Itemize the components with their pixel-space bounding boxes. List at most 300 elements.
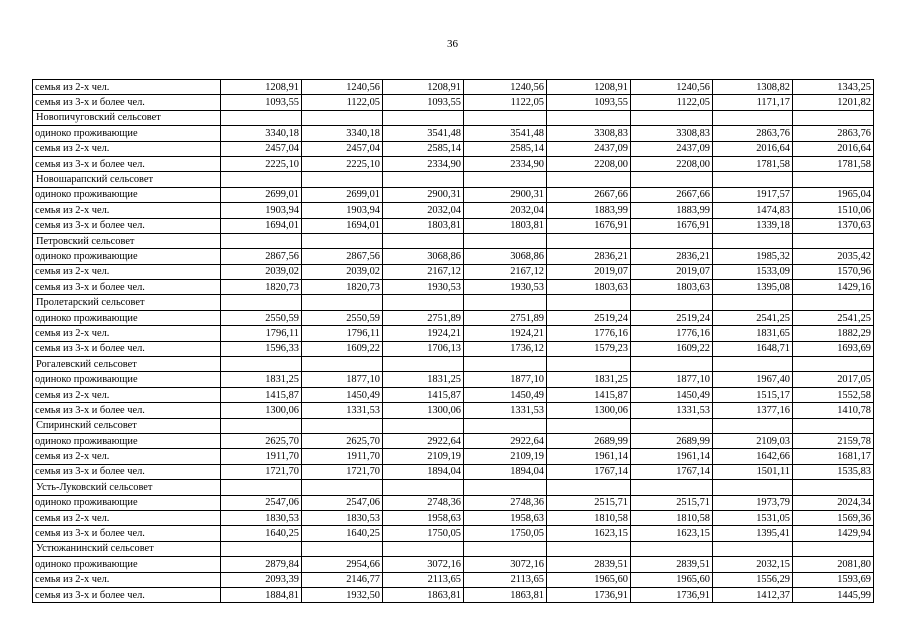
value-cell: 1642,66 [713, 449, 793, 464]
value-cell: 2900,31 [464, 187, 547, 202]
value-cell: 1803,81 [383, 218, 464, 233]
empty-cell [631, 233, 713, 248]
value-cell: 2109,19 [464, 449, 547, 464]
value-cell: 1721,70 [302, 464, 383, 479]
value-cell: 2547,06 [302, 495, 383, 510]
value-cell: 1924,21 [383, 326, 464, 341]
value-cell: 1796,11 [302, 326, 383, 341]
empty-cell [383, 480, 464, 495]
row-label: семья из 2-х чел. [33, 449, 221, 464]
value-cell: 2146,77 [302, 572, 383, 587]
section-header-row [33, 480, 874, 495]
empty-cell [221, 357, 302, 372]
value-cell: 1894,04 [383, 464, 464, 479]
value-cell: 2867,56 [302, 249, 383, 264]
value-cell: 1093,55 [221, 95, 302, 110]
value-cell: 2689,99 [631, 433, 713, 448]
empty-cell [383, 541, 464, 556]
value-cell: 1331,53 [302, 403, 383, 418]
value-cell: 3072,16 [464, 557, 547, 572]
table-row [33, 141, 874, 156]
empty-cell [793, 357, 874, 372]
section-title: Пролетарский сельсовет [33, 295, 221, 310]
value-cell: 1781,58 [713, 156, 793, 171]
value-cell: 1883,99 [547, 203, 631, 218]
value-cell: 1122,05 [464, 95, 547, 110]
value-cell: 1883,99 [631, 203, 713, 218]
table-row [33, 249, 874, 264]
value-cell: 2836,21 [547, 249, 631, 264]
value-cell: 1533,09 [713, 264, 793, 279]
empty-cell [383, 418, 464, 433]
value-cell: 1208,91 [547, 80, 631, 95]
empty-cell [713, 172, 793, 187]
value-cell: 1831,25 [383, 372, 464, 387]
empty-cell [547, 233, 631, 248]
value-cell: 1911,70 [221, 449, 302, 464]
empty-cell [713, 110, 793, 125]
section-title: Рогалевский сельсовет [33, 357, 221, 372]
value-cell: 2900,31 [383, 187, 464, 202]
empty-cell [221, 480, 302, 495]
value-cell: 2550,59 [302, 310, 383, 325]
row-label: семья из 2-х чел. [33, 326, 221, 341]
section-header-row [33, 233, 874, 248]
row-label: семья из 2-х чел. [33, 264, 221, 279]
table-row [33, 95, 874, 110]
table-row [33, 156, 874, 171]
value-cell: 1830,53 [302, 510, 383, 525]
empty-cell [631, 480, 713, 495]
value-cell: 1965,60 [631, 572, 713, 587]
value-cell: 2039,02 [302, 264, 383, 279]
value-cell: 1750,05 [383, 526, 464, 541]
empty-cell [302, 541, 383, 556]
value-cell: 2019,07 [631, 264, 713, 279]
empty-cell [631, 418, 713, 433]
value-cell: 2024,34 [793, 495, 874, 510]
empty-cell [547, 172, 631, 187]
value-cell: 1831,25 [547, 372, 631, 387]
value-cell: 1917,57 [713, 187, 793, 202]
value-cell: 2519,24 [547, 310, 631, 325]
value-cell: 3308,83 [547, 126, 631, 141]
table-row [33, 326, 874, 341]
empty-cell [464, 233, 547, 248]
empty-cell [221, 541, 302, 556]
value-cell: 1706,13 [383, 341, 464, 356]
empty-cell [631, 172, 713, 187]
value-cell: 1776,16 [631, 326, 713, 341]
table-row [33, 264, 874, 279]
value-cell: 2457,04 [221, 141, 302, 156]
value-cell: 1300,06 [383, 403, 464, 418]
empty-cell [383, 357, 464, 372]
value-cell: 2839,51 [631, 557, 713, 572]
row-label: семья из 2-х чел. [33, 80, 221, 95]
value-cell: 1093,55 [383, 95, 464, 110]
value-cell: 3340,18 [221, 126, 302, 141]
empty-cell [464, 541, 547, 556]
row-label: одиноко проживающие [33, 495, 221, 510]
section-header-row [33, 295, 874, 310]
table-row [33, 126, 874, 141]
table-row [33, 510, 874, 525]
value-cell: 1515,17 [713, 387, 793, 402]
value-cell: 1863,81 [464, 587, 547, 602]
value-cell: 2113,65 [464, 572, 547, 587]
value-cell: 1863,81 [383, 587, 464, 602]
empty-cell [547, 480, 631, 495]
value-cell: 2751,89 [464, 310, 547, 325]
value-cell: 1569,36 [793, 510, 874, 525]
value-cell: 3068,86 [383, 249, 464, 264]
value-cell: 1877,10 [464, 372, 547, 387]
value-cell: 2016,64 [793, 141, 874, 156]
value-cell: 1510,06 [793, 203, 874, 218]
row-label: семья из 3-х и более чел. [33, 587, 221, 602]
value-cell: 1593,69 [793, 572, 874, 587]
empty-cell [631, 110, 713, 125]
section-title: Новошарапский сельсовет [33, 172, 221, 187]
value-cell: 2167,12 [383, 264, 464, 279]
value-cell: 1648,71 [713, 341, 793, 356]
value-cell: 1552,58 [793, 387, 874, 402]
empty-cell [302, 418, 383, 433]
value-cell: 1609,22 [302, 341, 383, 356]
value-cell: 2699,01 [221, 187, 302, 202]
value-cell: 3068,86 [464, 249, 547, 264]
value-cell: 1331,53 [631, 403, 713, 418]
value-cell: 1429,94 [793, 526, 874, 541]
value-cell: 1556,29 [713, 572, 793, 587]
value-cell: 1781,58 [793, 156, 874, 171]
value-cell: 2032,04 [383, 203, 464, 218]
row-label: одиноко проживающие [33, 557, 221, 572]
value-cell: 1240,56 [464, 80, 547, 95]
empty-cell [547, 418, 631, 433]
value-cell: 2437,09 [631, 141, 713, 156]
empty-cell [547, 541, 631, 556]
value-cell: 1820,73 [302, 280, 383, 295]
value-cell: 1767,14 [631, 464, 713, 479]
empty-cell [383, 172, 464, 187]
value-cell: 1810,58 [631, 510, 713, 525]
section-title: Новопичуговский сельсовет [33, 110, 221, 125]
section-header-row [33, 418, 874, 433]
value-cell: 2625,70 [221, 433, 302, 448]
value-cell: 2515,71 [631, 495, 713, 510]
value-cell: 2225,10 [221, 156, 302, 171]
value-cell: 1884,81 [221, 587, 302, 602]
value-cell: 1961,14 [547, 449, 631, 464]
value-cell: 1609,22 [631, 341, 713, 356]
value-cell: 2016,64 [713, 141, 793, 156]
row-label: семья из 3-х и более чел. [33, 526, 221, 541]
table-row [33, 572, 874, 587]
row-label: семья из 3-х и более чел. [33, 156, 221, 171]
table-row [33, 464, 874, 479]
table-row [33, 557, 874, 572]
empty-cell [713, 233, 793, 248]
value-cell: 2039,02 [221, 264, 302, 279]
empty-cell [383, 233, 464, 248]
value-cell: 1767,14 [547, 464, 631, 479]
value-cell: 2867,56 [221, 249, 302, 264]
empty-cell [302, 357, 383, 372]
value-cell: 1681,17 [793, 449, 874, 464]
empty-cell [547, 357, 631, 372]
empty-cell [631, 357, 713, 372]
value-cell: 1395,41 [713, 526, 793, 541]
row-label: одиноко проживающие [33, 126, 221, 141]
empty-cell [302, 295, 383, 310]
empty-cell [221, 233, 302, 248]
empty-cell [547, 295, 631, 310]
value-cell: 1570,96 [793, 264, 874, 279]
value-cell: 1736,12 [464, 341, 547, 356]
empty-cell [221, 110, 302, 125]
row-label: семья из 3-х и более чел. [33, 95, 221, 110]
section-header-row [33, 357, 874, 372]
value-cell: 1877,10 [631, 372, 713, 387]
value-cell: 2437,09 [547, 141, 631, 156]
value-cell: 1903,94 [302, 203, 383, 218]
value-cell: 1331,53 [464, 403, 547, 418]
value-cell: 2519,24 [631, 310, 713, 325]
value-cell: 2093,39 [221, 572, 302, 587]
value-cell: 2689,99 [547, 433, 631, 448]
value-cell: 1676,91 [547, 218, 631, 233]
value-cell: 1596,33 [221, 341, 302, 356]
value-cell: 2334,90 [383, 156, 464, 171]
value-cell: 1450,49 [302, 387, 383, 402]
empty-cell [793, 295, 874, 310]
empty-cell [464, 480, 547, 495]
tariff-table [32, 79, 874, 603]
value-cell: 1377,16 [713, 403, 793, 418]
value-cell: 1961,14 [631, 449, 713, 464]
value-cell: 2113,65 [383, 572, 464, 587]
value-cell: 1501,11 [713, 464, 793, 479]
empty-cell [221, 172, 302, 187]
value-cell: 1803,63 [547, 280, 631, 295]
value-cell: 2751,89 [383, 310, 464, 325]
value-cell: 2748,36 [383, 495, 464, 510]
value-cell: 2515,71 [547, 495, 631, 510]
value-cell: 2863,76 [713, 126, 793, 141]
value-cell: 1803,81 [464, 218, 547, 233]
value-cell: 2585,14 [464, 141, 547, 156]
value-cell: 3308,83 [631, 126, 713, 141]
value-cell: 2585,14 [383, 141, 464, 156]
empty-cell [793, 480, 874, 495]
value-cell: 1965,04 [793, 187, 874, 202]
value-cell: 1930,53 [383, 280, 464, 295]
value-cell: 2541,25 [713, 310, 793, 325]
row-label: одиноко проживающие [33, 310, 221, 325]
empty-cell [464, 110, 547, 125]
empty-cell [793, 233, 874, 248]
empty-cell [464, 357, 547, 372]
value-cell: 1877,10 [302, 372, 383, 387]
value-cell: 1750,05 [464, 526, 547, 541]
value-cell: 2159,78 [793, 433, 874, 448]
value-cell: 2863,76 [793, 126, 874, 141]
value-cell: 1450,49 [464, 387, 547, 402]
value-cell: 2457,04 [302, 141, 383, 156]
row-label: семья из 2-х чел. [33, 572, 221, 587]
value-cell: 1412,37 [713, 587, 793, 602]
page-number: 36 [447, 38, 458, 50]
table-row [33, 372, 874, 387]
row-label: одиноко проживающие [33, 372, 221, 387]
value-cell: 1300,06 [221, 403, 302, 418]
value-cell: 1395,08 [713, 280, 793, 295]
row-label: семья из 3-х и более чел. [33, 341, 221, 356]
value-cell: 3340,18 [302, 126, 383, 141]
value-cell: 2541,25 [793, 310, 874, 325]
value-cell: 1693,69 [793, 341, 874, 356]
value-cell: 2922,64 [464, 433, 547, 448]
value-cell: 2167,12 [464, 264, 547, 279]
value-cell: 1093,55 [547, 95, 631, 110]
value-cell: 1965,60 [547, 572, 631, 587]
value-cell: 1803,63 [631, 280, 713, 295]
row-label: одиноко проживающие [33, 433, 221, 448]
value-cell: 1830,53 [221, 510, 302, 525]
value-cell: 2879,84 [221, 557, 302, 572]
empty-cell [631, 541, 713, 556]
value-cell: 3541,48 [383, 126, 464, 141]
empty-cell [713, 418, 793, 433]
value-cell: 1623,15 [631, 526, 713, 541]
section-title: Петровский сельсовет [33, 233, 221, 248]
empty-cell [713, 357, 793, 372]
row-label: семья из 3-х и более чел. [33, 280, 221, 295]
table-row [33, 310, 874, 325]
value-cell: 2836,21 [631, 249, 713, 264]
value-cell: 1721,70 [221, 464, 302, 479]
value-cell: 2208,00 [547, 156, 631, 171]
row-label: семья из 3-х и более чел. [33, 218, 221, 233]
value-cell: 1450,49 [631, 387, 713, 402]
empty-cell [383, 110, 464, 125]
value-cell: 2954,66 [302, 557, 383, 572]
value-cell: 1122,05 [302, 95, 383, 110]
section-title: Усть-Луковский сельсовет [33, 480, 221, 495]
row-label: семья из 2-х чел. [33, 510, 221, 525]
value-cell: 2922,64 [383, 433, 464, 448]
value-cell: 2699,01 [302, 187, 383, 202]
value-cell: 1201,82 [793, 95, 874, 110]
value-cell: 2625,70 [302, 433, 383, 448]
row-label: одиноко проживающие [33, 187, 221, 202]
value-cell: 2550,59 [221, 310, 302, 325]
value-cell: 1343,25 [793, 80, 874, 95]
empty-cell [464, 418, 547, 433]
value-cell: 1339,18 [713, 218, 793, 233]
empty-cell [793, 541, 874, 556]
value-cell: 1967,40 [713, 372, 793, 387]
empty-cell [713, 480, 793, 495]
value-cell: 1930,53 [464, 280, 547, 295]
value-cell: 1415,87 [221, 387, 302, 402]
value-cell: 2032,04 [464, 203, 547, 218]
row-label: семья из 3-х и более чел. [33, 403, 221, 418]
table-row [33, 341, 874, 356]
empty-cell [713, 541, 793, 556]
table-row [33, 526, 874, 541]
value-cell: 1579,23 [547, 341, 631, 356]
value-cell: 1122,05 [631, 95, 713, 110]
value-cell: 1796,11 [221, 326, 302, 341]
table-row [33, 387, 874, 402]
value-cell: 1831,25 [221, 372, 302, 387]
value-cell: 2839,51 [547, 557, 631, 572]
table-row [33, 187, 874, 202]
value-cell: 1958,63 [383, 510, 464, 525]
row-label: одиноко проживающие [33, 249, 221, 264]
value-cell: 2017,05 [793, 372, 874, 387]
empty-cell [302, 233, 383, 248]
value-cell: 1694,01 [302, 218, 383, 233]
value-cell: 1736,91 [547, 587, 631, 602]
empty-cell [793, 110, 874, 125]
value-cell: 1623,15 [547, 526, 631, 541]
value-cell: 2225,10 [302, 156, 383, 171]
value-cell: 1535,83 [793, 464, 874, 479]
value-cell: 1985,32 [713, 249, 793, 264]
empty-cell [464, 295, 547, 310]
value-cell: 1882,29 [793, 326, 874, 341]
empty-cell [221, 295, 302, 310]
value-cell: 1445,99 [793, 587, 874, 602]
table-row [33, 403, 874, 418]
empty-cell [383, 295, 464, 310]
value-cell: 1932,50 [302, 587, 383, 602]
value-cell: 1924,21 [464, 326, 547, 341]
empty-cell [547, 110, 631, 125]
value-cell: 3541,48 [464, 126, 547, 141]
value-cell: 1958,63 [464, 510, 547, 525]
value-cell: 1736,91 [631, 587, 713, 602]
value-cell: 2032,15 [713, 557, 793, 572]
empty-cell [793, 418, 874, 433]
table-row [33, 280, 874, 295]
value-cell: 1240,56 [302, 80, 383, 95]
value-cell: 2547,06 [221, 495, 302, 510]
value-cell: 1640,25 [302, 526, 383, 541]
value-cell: 2208,00 [631, 156, 713, 171]
row-label: семья из 2-х чел. [33, 203, 221, 218]
value-cell: 2109,19 [383, 449, 464, 464]
value-cell: 1911,70 [302, 449, 383, 464]
section-header-row [33, 110, 874, 125]
value-cell: 1410,78 [793, 403, 874, 418]
value-cell: 3072,16 [383, 557, 464, 572]
empty-cell [221, 418, 302, 433]
section-header-row [33, 172, 874, 187]
value-cell: 1171,17 [713, 95, 793, 110]
section-header-row [33, 541, 874, 556]
empty-cell [713, 295, 793, 310]
value-cell: 2019,07 [547, 264, 631, 279]
value-cell: 1240,56 [631, 80, 713, 95]
empty-cell [464, 172, 547, 187]
value-cell: 1370,63 [793, 218, 874, 233]
row-label: семья из 2-х чел. [33, 387, 221, 402]
